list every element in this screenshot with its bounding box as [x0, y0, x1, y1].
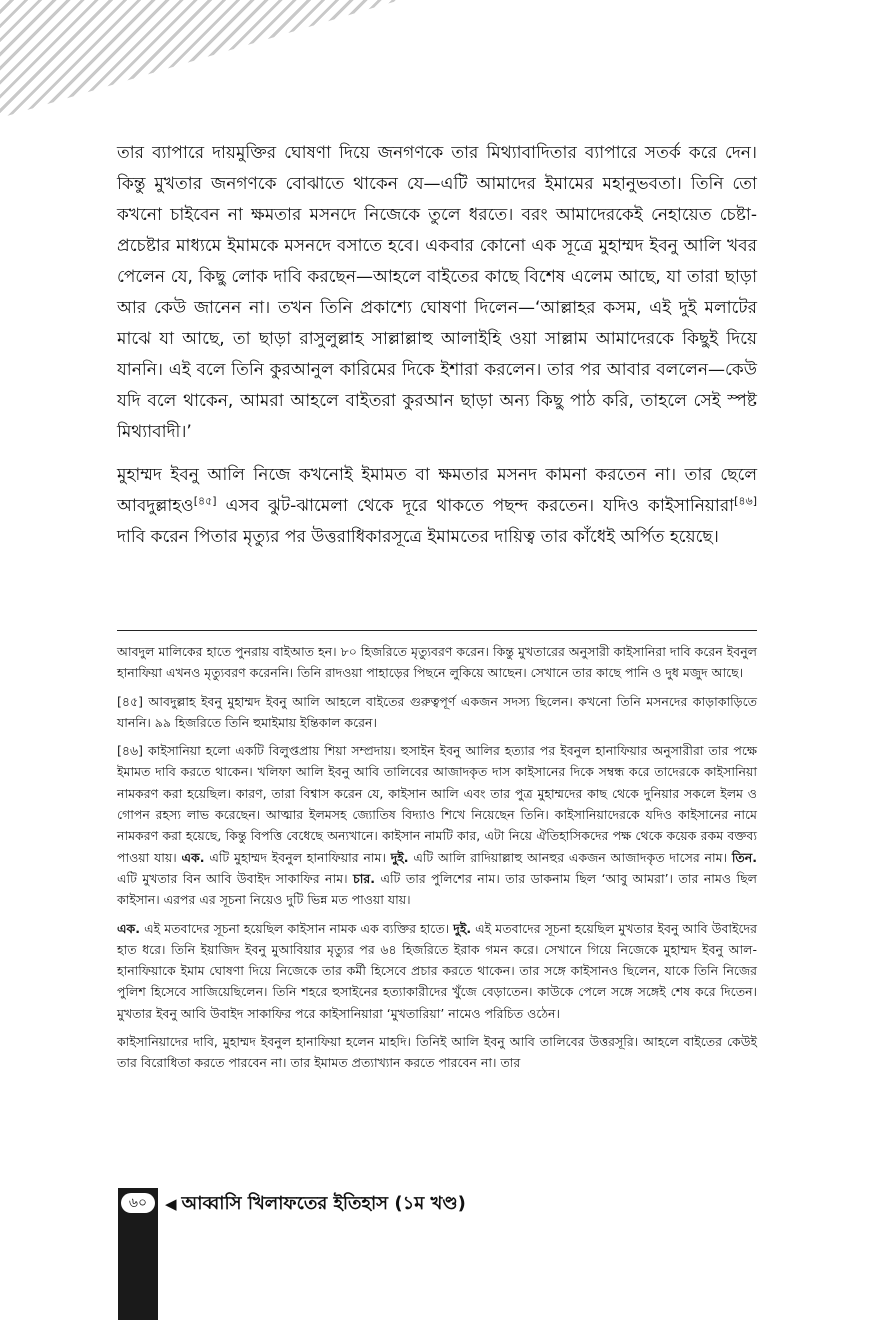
- paragraph-1: তার ব্যাপারে দায়মুক্তির ঘোষণা দিয়ে জনগণকে তার মিথ্যাবাদিতার ব্যাপারে সতর্ক করে দেন। কিন্তু মুখতার জনগণকে বোঝাতে থাকেন যে—এটি আমাদের ইমামের মহানুভবতা। তিনি তো কখনো চাইবেন না ক্ষমতার মসনদে নিজেকে তুলে ধরতে। বরং আমাদেরকেই নেহায়েত চেষ্টা-প্রচেষ্টার মাধ্যমে ইমামকে মসনদে বসাতে হবে। একবার কোনো এক সূত্রে মুহাম্মদ ইবনু আলি খবর পেলেন যে, কিছু লোক দাবি করছেন—আহলে বাইতের কাছে বিশেষ এলেম আছে, যা তারা ছাড়া আর কেউ জানেন না। তখন তিনি প্রকাশ্যে ঘোষণা দিলেন—‘আল্লাহর কসম, এই দুই মলাটের মাঝে যা আছে, তা ছাড়া রাসুলুল্লাহ সাল্লাল্লাহু আলাইহি ওয়া সাল্লাম আমাদেরকে কিছুই দিয়ে যাননি। এই বলে তিনি কুরআনুল কারিমের দিকে ইশারা করলেন। তার পর আবার বললেন—কেউ যদি বলে থাকেন, আমরা আহলে বাইতরা কুরআন ছাড়া অন্য কিছু পাঠ করি, তাহলে সেই স্পষ্ট মিথ্যাবাদী।’: [117, 143, 757, 442]
- paragraph-2: [117, 460, 757, 553]
- footnote-46-bold-2: দুই.: [390, 849, 409, 865]
- origins-bold-2: দুই.: [453, 920, 472, 936]
- left-triangle-icon: ◀: [165, 1195, 177, 1213]
- decorative-hatch: [0, 0, 400, 118]
- footnote-46: [117, 740, 757, 910]
- footnote-divider: [117, 630, 757, 631]
- footnote-46-part-f: এটি তার পুলিশের নাম। তার ডাকনাম ছিল ‘আবু আমরা’। তার নামও ছিল কাইসান। এরপর এর সূচনা নিয়েও দুটি ভিন্ন মত পাওয়া যায়।: [117, 870, 757, 908]
- origins-part-a: এই মতবাদের সূচনা হয়েছিল কাইসান নামক এক ব্যক্তির হাতে।: [140, 920, 454, 936]
- footnote-46-claims: কাইসানিয়াদের দাবি, মুহাম্মদ ইবনুল হানাফিয়া হলেন মাহদি। তিনিই আলি ইবনু আবি তালিবের উত্তরসূরি। আহলে বাইতের কেউই তার বিরোধিতা করতে পারবেন না। তার ইমামত প্রত্যাখ্যান করতে পারবেন না। তার: [117, 1034, 757, 1071]
- footnote-46-bold-4: চার.: [353, 870, 375, 886]
- paragraph-2-part-a: মুহাম্মদ ইবনু আলি নিজে কখনোই ইমামত বা ক্ষমতার মসনদ কামনা করতেন না। তার ছেলে আবদুল্লাহও: [117, 465, 757, 516]
- footnote-ref-46[interactable]: [৪৬]: [734, 494, 757, 508]
- origins-bold-1: এক.: [117, 920, 141, 936]
- footnote-46-part-e: এটি মুখতার বিন আবি উবাইদ সাকাফির নাম।: [117, 870, 353, 886]
- footnote-46-part-c: এটি মুহাম্মদ ইবনুল হানাফিয়ার নাম।: [204, 849, 391, 865]
- paragraph-2-part-b: এসব ঝুট-ঝামেলা থেকে দূরে থাকতে পছন্দ করতেন। যদিও কাইসানিয়ারা: [216, 496, 735, 516]
- footnote-46-bold-1: এক.: [181, 849, 205, 865]
- origins-part-b: এই মতবাদের সূচনা হয়েছিল মুখতার ইবনু আবি উবাইদের হাত ধরে। তিনি ইয়াজিদ ইবনু মুআবিয়ার মৃত্যুর পর ৬৪ হিজরিতে ইরাক গমন করে। সেখানে গিয়ে নিজেকে মুহাম্মদ ইবনু আল-হানাফিয়াকে ইমাম ঘোষণা দিয়ে নিজেকে তার কর্মী হিসেবে প্রচার করতে থাকেন। তার সঙ্গে কাইসানও ছিলেন, যাকে তিনি নিজের পুলিশ হিসেবে সাজিয়েছিলেন। তিনি শহরে হুসাইনের হত্যাকারীদের খুঁজে বেড়াতেন। কাউকে পেলে সঙ্গে সঙ্গেই শেষ করে দিতেন। মুখতার ইবনু আবি উবাইদ সাকাফির পরে কাইসানিয়ারা ‘মুখতারিয়া’ নামেও পরিচিত ওঠেন।: [117, 920, 757, 1021]
- footnote-45: [৪৫] আবদুল্লাহ ইবনু মুহাম্মদ ইবনু আলি আহলে বাইতের গুরুত্বপূর্ণ একজন সদস্য ছিলেন। কখনো তিনি মসনদের কাড়াকাড়িতে যাননি। ৯৯ হিজরিতে তিনি হুমাইমায় ইন্তিকাল করেন।: [117, 693, 757, 730]
- paragraph-2-part-c: দাবি করেন পিতার মৃত্যুর পর উত্তরাধিকারসূত্রে ইমামতের দায়িত্ব তার কাঁধেই অর্পিত হয়েছে।: [117, 527, 719, 547]
- page-number: ৬০: [121, 1193, 155, 1213]
- running-footer: [165, 1192, 466, 1216]
- footnote-46-bold-3: তিন.: [731, 849, 757, 865]
- book-title: আব্বাসি খিলাফতের ইতিহাস (১ম খণ্ড): [181, 1193, 466, 1214]
- footnote-ref-45[interactable]: [৪৫]: [193, 494, 217, 508]
- footnote-46-part-a: [৪৬] কাইসানিয়া হলো একটি বিলুপ্তপ্রায় শিয়া সম্প্রদায়। হুসাইন ইবনু আলির হত্যার পর ইবনুল হানাফিয়ার অনুসারীরা তার পক্ষে ইমামত দাবি করতে থাকেন। খলিফা আলি ইবনু আবি তালিবের আজাদকৃত দাস কাইসানের দিকে সম্বন্ধ করে তাদেরকে কাইসানিয়া নামকরণ করা হয়েছিল। কারণ, তারা বিশ্বাস করেন যে, কাইসান আলি এবং তার পুত্র মুহাম্মদের কাছ থেকে দুনিয়ার সকলে ইলম ও গোপন রহস্য লাভ করেছেন। আত্মার ইলমসহ জ্যোতিষ বিদ্যাও শিখে নিয়েছেন তিনি। কাইসানিয়াদেরকে যদিও কাইসানের নামে নামকরণ করা হয়েছে, কিন্তু বিপত্তি বেধেছে অন্যখানে। কাইসান নামটি কার, এটা নিয়ে ঐতিহাসিকদের পক্ষ থেকে কয়েক রকম বক্তব্য পাওয়া যায়।: [117, 743, 757, 865]
- footnote-46-part-d: এটি আলি রাদিয়াল্লাহু আনহুর একজন আজাদকৃত দাসের নাম।: [408, 849, 732, 865]
- footnote-continued: আবদুল মালিকের হাতে পুনরায় বাইআত হন। ৮০ হিজরিতে মৃত্যুবরণ করেন। কিন্তু মুখতারের অনুসারী কাইসানিরা দাবি করেন ইবনুল হানাফিয়া এখনও মৃত্যুবরণ করেননি। তিনি রাদওয়া পাহাড়ের পিছনে লুকিয়ে আছেন। সেখানে তার কাছে পানি ও দুধ মজুদ আছে।: [117, 644, 757, 681]
- footnote-46-origins: [117, 918, 757, 1024]
- main-text: [117, 138, 757, 565]
- footnotes: [117, 641, 757, 1081]
